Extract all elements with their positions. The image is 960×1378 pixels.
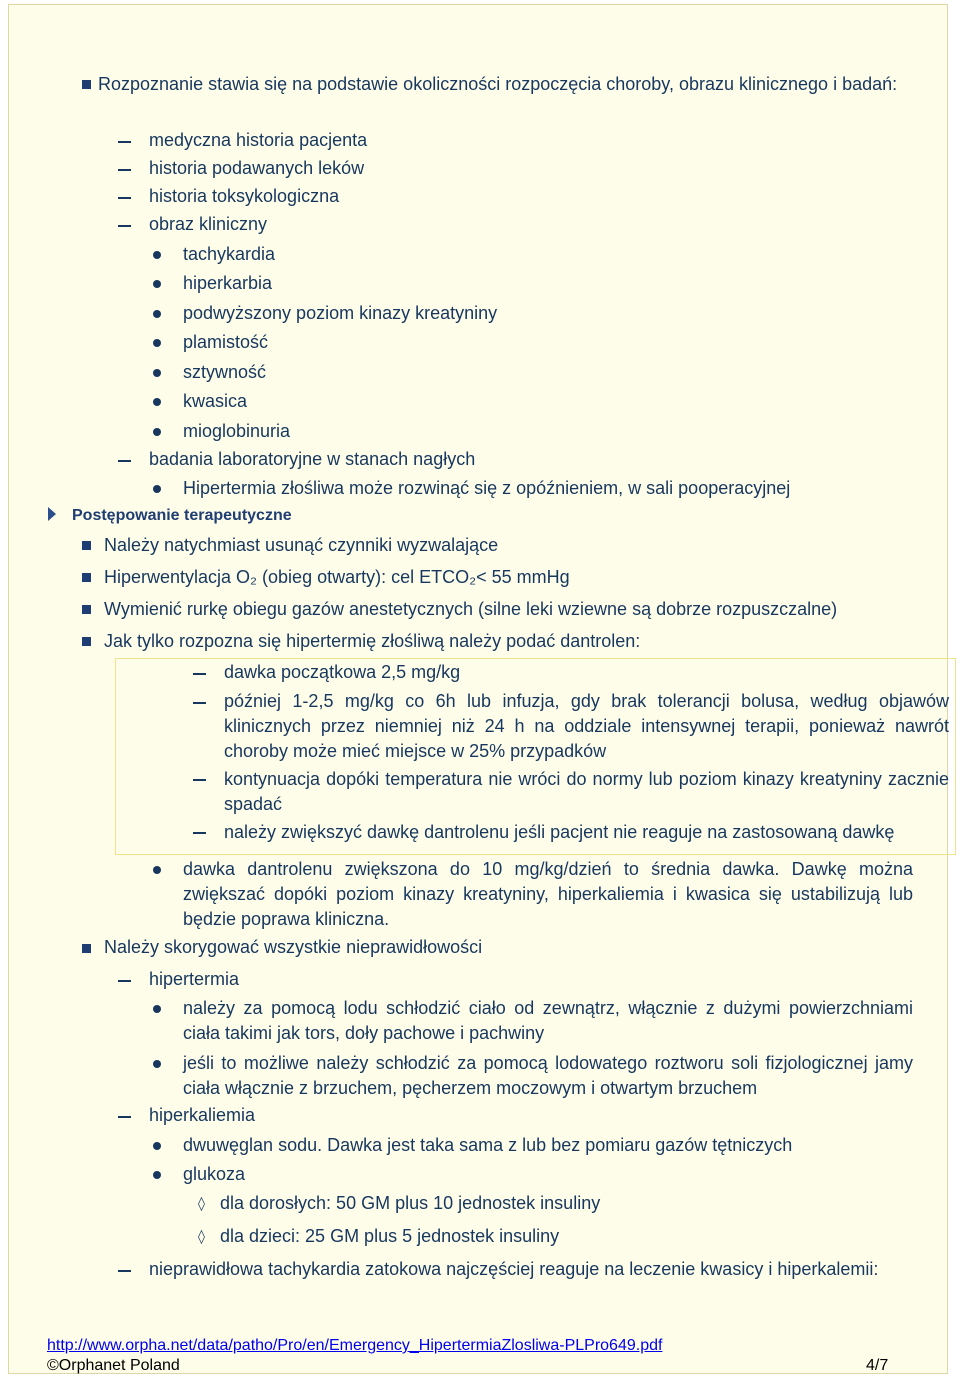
list-item: dawka początkowa 2,5 mg/kg	[224, 662, 461, 682]
list-item: dawka dantrolenu zwiększona do 10 mg/kg/dzień to średnia dawka. Dawkę można zwiększać dopóki poziom kinazy kreatyniny, hiperkaliemia i kwasica się ustabilizują lub będzie poprawa kliniczna.	[183, 859, 913, 929]
list-item: Należy natychmiast usunąć czynniki wyzwalające	[104, 535, 499, 555]
dash-bullet-icon	[118, 980, 131, 982]
list-item: należy zwiększyć dawkę dantrolenu jeśli pacjent nie reaguje na zastosowaną dawkę	[224, 822, 895, 842]
list-item: badania laboratoryjne w stanach nagłych	[149, 449, 476, 469]
section-title: Postępowanie terapeutyczne	[72, 507, 292, 524]
dash-bullet-icon	[118, 169, 131, 171]
list-item: należy za pomocą lodu schłodzić ciało od zewnątrz, włącznie z dużymi powierzchniami ciała takimi jak tors, doły pachowe i pachwiny	[183, 998, 913, 1043]
list-item: hipertermia	[149, 969, 240, 989]
list-item: historia toksykologiczna	[149, 186, 340, 206]
dot-bullet-icon	[153, 485, 161, 493]
square-bullet-icon	[82, 605, 91, 614]
list-item: nieprawidłowa tachykardia zatokowa najczęściej reaguje na leczenie kwasicy i hiperkalemii:	[149, 1259, 879, 1279]
dash-bullet-icon	[193, 702, 206, 704]
dot-bullet-icon	[153, 1060, 161, 1068]
dash-bullet-icon	[118, 225, 131, 227]
dash-bullet-icon	[118, 1270, 131, 1272]
list-item: Hiperwentylacja O₂ (obieg otwarty): cel ETCO₂< 55 mmHg	[104, 567, 570, 587]
square-bullet-icon	[82, 637, 91, 646]
dot-bullet-icon	[153, 280, 161, 288]
dot-bullet-icon	[153, 310, 161, 318]
dash-bullet-icon	[118, 141, 131, 143]
list-item: glukoza	[183, 1164, 246, 1184]
list-item: Należy skorygować wszystkie nieprawidłowości	[104, 937, 483, 957]
list-item: plamistość	[183, 332, 269, 352]
dot-bullet-icon	[153, 1005, 161, 1013]
dash-bullet-icon	[118, 1116, 131, 1118]
list-item: mioglobinuria	[183, 421, 291, 441]
dot-bullet-icon	[153, 1171, 161, 1179]
dash-bullet-icon	[193, 779, 206, 781]
dot-bullet-icon	[153, 251, 161, 259]
dash-bullet-icon	[193, 832, 206, 834]
list-item: jeśli to możliwe należy schłodzić za pomocą lodowatego roztworu soli fizjologicznej jamy ciała włącznie z brzuchem, pęcherzem moczowym i otwartym brzuchem	[183, 1053, 913, 1098]
dot-bullet-icon	[153, 1142, 161, 1150]
list-item: dla dorosłych: 50 GM plus 10 jednostek insuliny	[220, 1193, 601, 1213]
list-item: sztywność	[183, 362, 267, 382]
dot-bullet-icon	[153, 428, 161, 436]
list-item: podwyższony poziom kinazy kreatyniny	[183, 303, 498, 323]
source-link[interactable]: http://www.orpha.net/data/patho/Pro/en/Emergency_HipertermiaZlosliwa-PLPro649.pdf	[47, 1337, 663, 1354]
diamond-bullet-icon: ◊	[198, 1196, 205, 1212]
dash-bullet-icon	[118, 460, 131, 462]
dot-bullet-icon	[153, 398, 161, 406]
list-item: tachykardia	[183, 244, 276, 264]
copyright: ©Orphanet Poland	[47, 1357, 180, 1374]
intro-paragraph: Rozpoznanie stawia się na podstawie okoliczności rozpoczęcia choroby, obrazu klinicznego i badań:	[98, 74, 898, 94]
list-item: dla dzieci: 25 GM plus 5 jednostek insuliny	[220, 1226, 560, 1246]
page-number: 4/7	[866, 1357, 889, 1374]
list-item: dwuwęglan sodu. Dawka jest taka sama z lub bez pomiaru gazów tętniczych	[183, 1135, 793, 1155]
list-item: później 1-2,5 mg/kg co 6h lub infuzja, gdy brak tolerancji bolusa, według objawów klinicznych przez niemniej niż 24 h na oddziale intensywnej terapii, ponieważ nawrót choroby może mieć miejsce w 25% przypadków	[224, 691, 949, 761]
list-item: hiperkaliemia	[149, 1105, 256, 1125]
dot-bullet-icon	[153, 369, 161, 377]
list-item: medyczna historia pacjenta	[149, 130, 368, 150]
square-bullet-icon	[82, 573, 91, 582]
list-item: Jak tylko rozpozna się hipertermię złośliwą należy podać dantrolen:	[104, 631, 641, 651]
list-item: historia podawanych leków	[149, 158, 365, 178]
list-item: obraz kliniczny	[149, 214, 268, 234]
triangle-bullet-icon	[48, 507, 56, 521]
list-item: Hipertermia złośliwa może rozwinąć się z opóźnieniem, w sali pooperacyjnej	[183, 478, 791, 498]
dot-bullet-icon	[153, 866, 161, 874]
square-bullet-icon	[82, 541, 91, 550]
list-item: kontynuacja dopóki temperatura nie wróci do normy lub poziom kinazy kreatyniny zacznie spadać	[224, 769, 949, 814]
list-item: Wymienić rurkę obiegu gazów anestetycznych (silne leki wziewne są dobrze rozpuszczalne)	[104, 599, 838, 619]
list-item: kwasica	[183, 391, 248, 411]
diamond-bullet-icon: ◊	[198, 1229, 205, 1245]
dash-bullet-icon	[118, 197, 131, 199]
dot-bullet-icon	[153, 339, 161, 347]
list-item: hiperkarbia	[183, 273, 273, 293]
dash-bullet-icon	[193, 673, 206, 675]
square-bullet-icon	[82, 944, 91, 953]
